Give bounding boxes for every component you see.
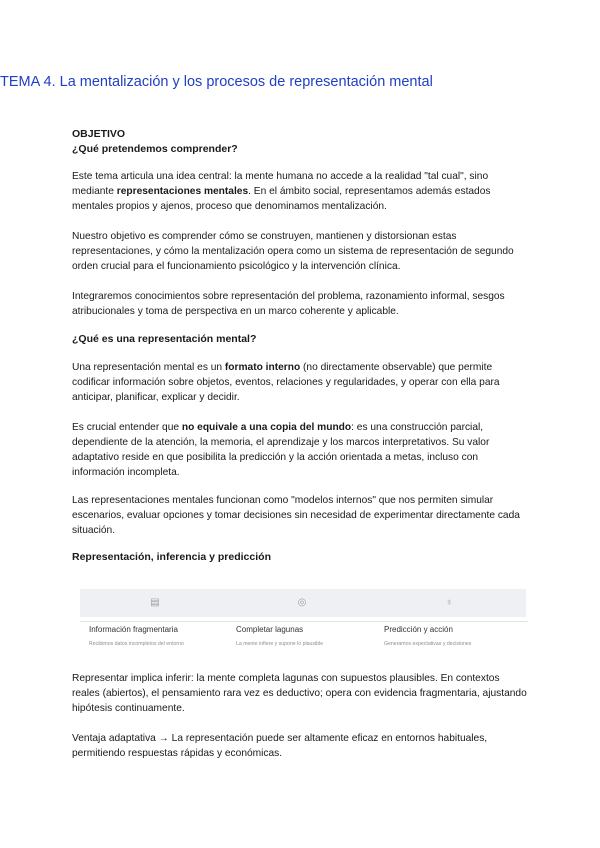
step-3-title: Predicción y acción (384, 625, 453, 634)
inference-paragraph-1: Representar implica inferir: la mente completa lagunas con supuestos plausibles. En contextos reales (abiertos), el pensamiento rara vez es deductivo; opera con evidencia fragmentaria, ajustando hipótesis continuamente. (72, 673, 527, 714)
objective-label: OBJETIVO (72, 128, 126, 140)
document-icon: ▤ (150, 597, 160, 608)
inference-heading: Representación, inferencia y predicción (72, 551, 271, 563)
lightbulb-icon: ♁ (445, 597, 453, 608)
step-1-description: Recibimos datos incompletos del entorno (89, 641, 184, 647)
inference-paragraph-2: Ventaja adaptativa → La representación puede ser altamente eficaz en entornos habituales, permitiendo respuestas rápidas y económicas. (72, 733, 488, 759)
brain-icon: ◎ (297, 597, 307, 608)
representation-paragraph-1: Una representación mental es un formato interno (no directamente observable) que permite codificar información sobre objetos, eventos, relaciones y regularidades, y operar con ella para anticipar, planificar, explicar y decidir. (72, 362, 500, 403)
representation-paragraph-3: Las representaciones mentales funcionan como "modelos internos" que nos permiten simular escenarios, evaluar opciones y tomar decisiones sin necesidad de experimentar directamente cada situación. (72, 495, 520, 536)
step-1-title: Información fragmentaria (89, 625, 178, 634)
objective-paragraph-3: Integraremos conocimientos sobre representación del problema, razonamiento informal, sesgos atribucionales y toma de perspectiva en un marco coherente y aplicable. (72, 291, 505, 317)
page-title: TEMA 4. La mentalización y los procesos de representación mental (0, 74, 433, 90)
representation-heading: ¿Qué es una representación mental? (72, 333, 257, 345)
step-3-description: Generamos expectativas y decisiones (384, 641, 472, 647)
step-2-title: Completar lagunas (236, 625, 304, 634)
objective-question: ¿Qué pretendemos comprender? (72, 143, 238, 155)
step-2-description: La mente infiere y supone lo plausible (236, 641, 324, 647)
diagram-divider (80, 621, 528, 622)
objective-paragraph-1: Este tema articula una idea central: la mente humana no accede a la realidad "tal cual", sino mediante representaciones mentales. En el ámbito social, representamos además estados mentales propios y ajenos, proceso que denominamos mentalización. (72, 171, 491, 212)
representation-paragraph-2: Es crucial entender que no equivale a una copia del mundo: es una construcción parcial, dependiente de la atención, la memoria, el aprendizaje y los marcos interpretativos. Su valor adaptativo reside en que posibilita la predicción y la acción orientada a metas, incluso con información incompleta. (72, 422, 490, 478)
process-diagram (80, 589, 528, 655)
objective-paragraph-2: Nuestro objetivo es comprender cómo se construyen, mantienen y distorsionan estas representaciones, y cómo la mentalización opera como un sistema de representación de segundo orden crucial para el funcionamiento psicológico y la intervención clínica. (72, 231, 514, 272)
